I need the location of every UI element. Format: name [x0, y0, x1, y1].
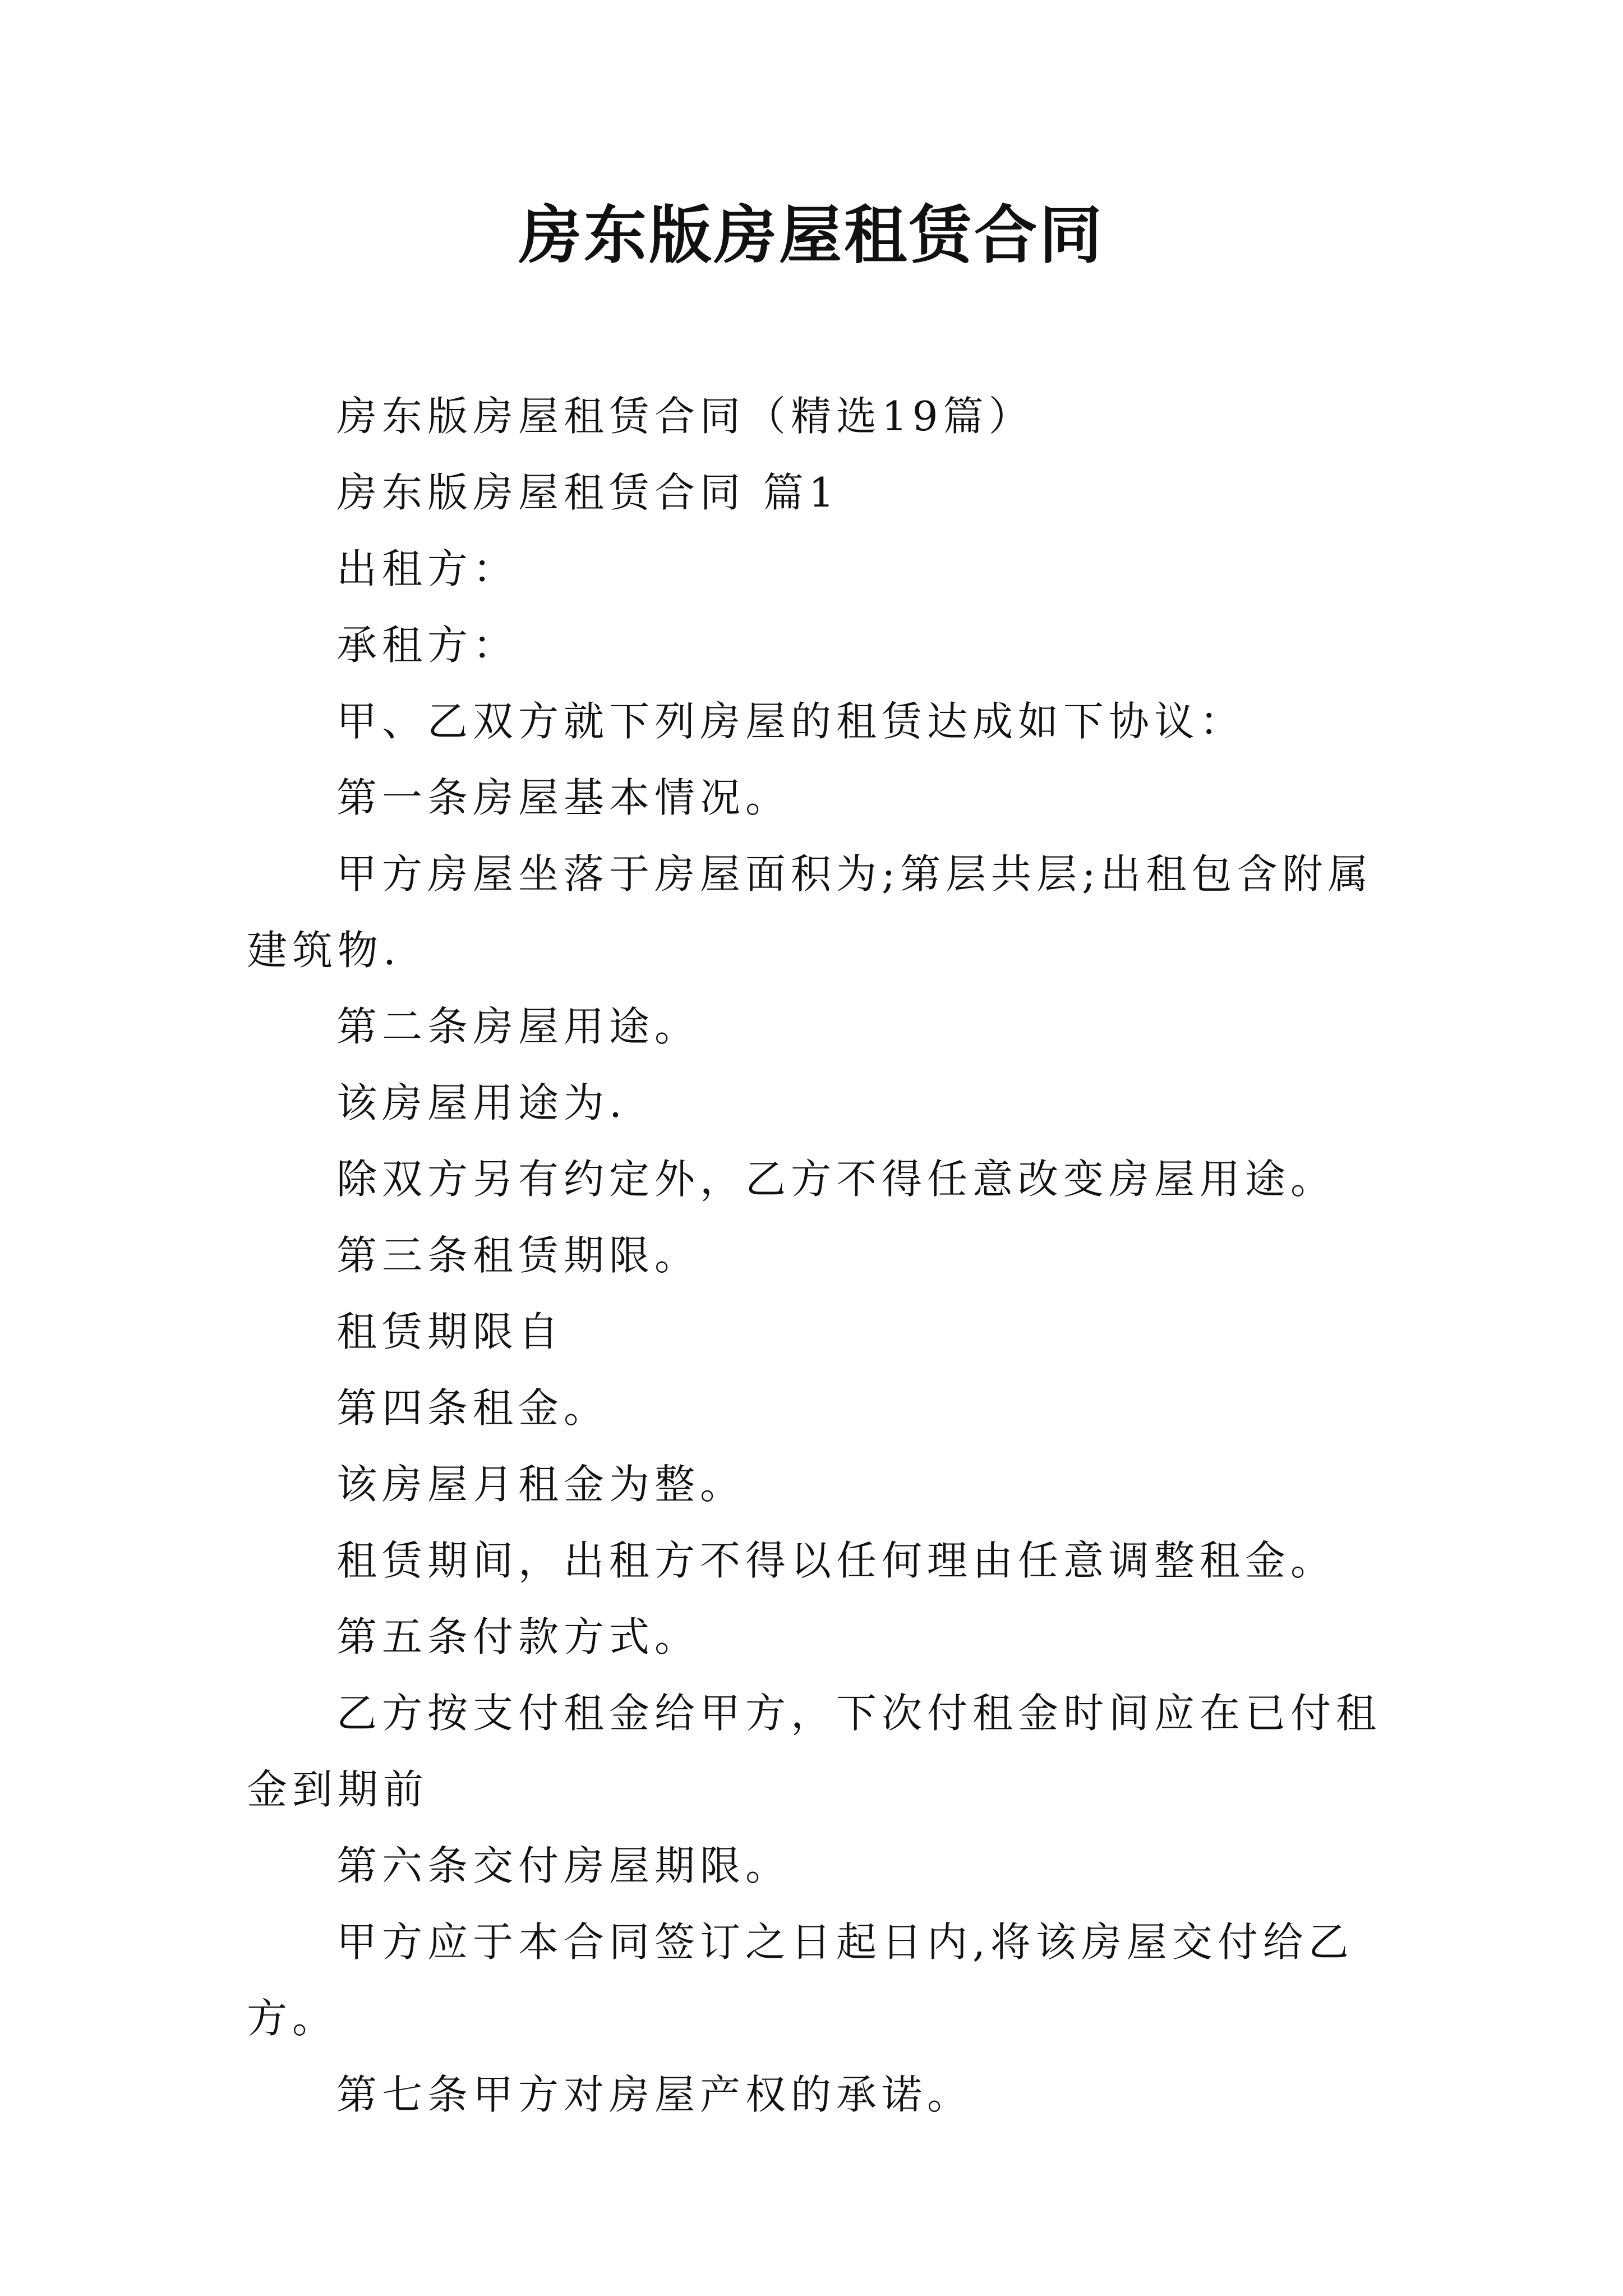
paragraph-rent-adjustment: 租赁期间，出租方不得以任何理由任意调整租金。	[336, 1537, 1336, 1584]
paragraph-article-2: 第二条房屋用途。	[336, 1003, 700, 1050]
paragraph-article-6: 第六条交付房屋期限。	[336, 1842, 791, 1889]
paragraph-subtitle: 房东版房屋租赁合同（精选19篇）	[336, 393, 1034, 440]
paragraph-article-1: 第一条房屋基本情况。	[336, 774, 791, 821]
paragraph-article-4: 第四条租金。	[336, 1384, 610, 1432]
paragraph-use-restriction: 除双方另有约定外，乙方不得任意改变房屋用途。	[336, 1156, 1336, 1203]
paragraph-article-5: 第五条付款方式。	[336, 1613, 700, 1660]
paragraph-monthly-rent: 该房屋月租金为整。	[336, 1461, 746, 1508]
paragraph-section-heading: 房东版房屋租赁合同 篇1	[336, 469, 840, 516]
paragraph-article-7: 第七条甲方对房屋产权的承诺。	[336, 2071, 973, 2118]
paragraph-article-3: 第三条租赁期限。	[336, 1232, 700, 1279]
document-body	[247, 378, 1396, 2133]
paragraph-property-use: 该房屋用途为.	[336, 1079, 627, 1126]
paragraph-payment-terms: 乙方按支付租金给甲方，下次付租金时间应在已付租金到期前	[247, 1690, 1382, 1813]
paragraph-lessor: 出租方：	[336, 545, 519, 592]
paragraph-agreement-intro: 甲、乙双方就下列房屋的租赁达成如下协议：	[336, 698, 1246, 745]
paragraph-property-details: 甲方房屋坐落于房屋面积为;第层共层;出租包含附属建筑物.	[247, 850, 1373, 974]
paragraph-handover-deadline: 甲方应于本合同签订之日起日内,将该房屋交付给乙方。	[247, 1918, 1354, 2042]
paragraph-lessee: 承租方：	[336, 622, 519, 669]
document-title: 房东版房屋租赁合同	[519, 199, 1104, 272]
paragraph-lease-term: 租赁期限自	[336, 1308, 564, 1355]
